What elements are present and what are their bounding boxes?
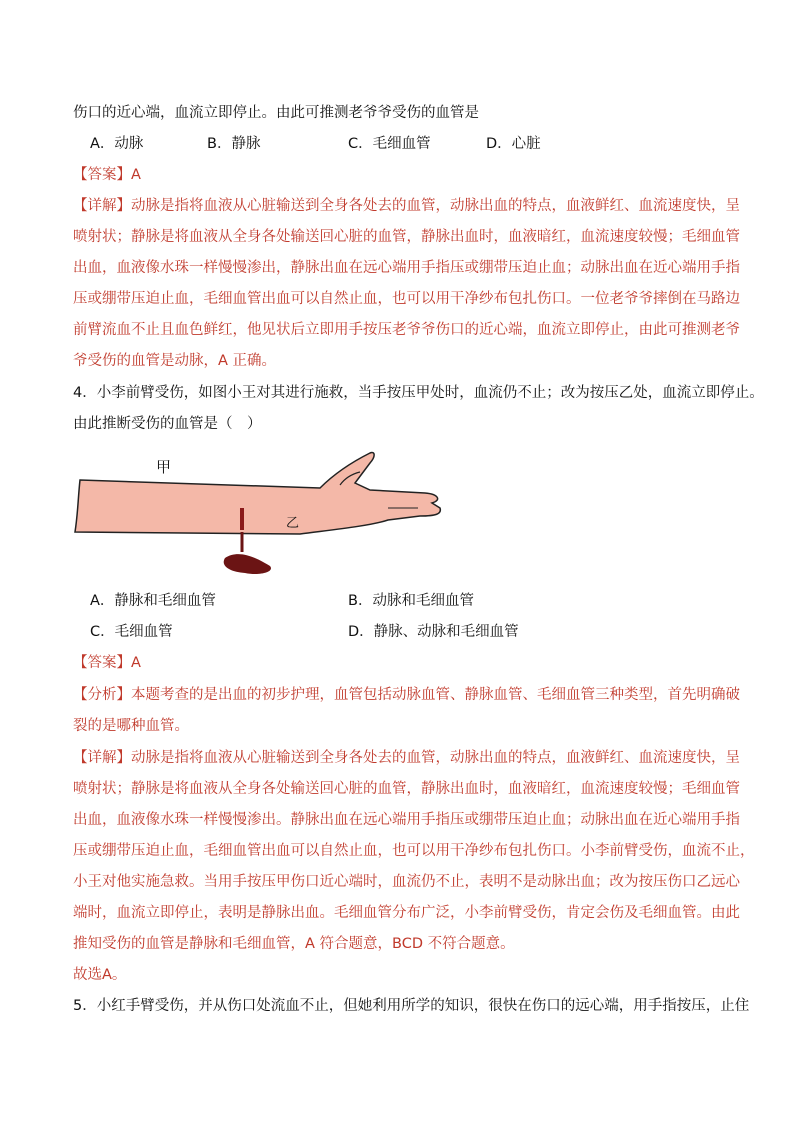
q4-analysis-line-1: 【分析】本题考查的是出血的初步护理，血管包括动脉血管、静脉血管、毛细血管三种类型，首先明确破 [73, 687, 740, 703]
q3-detail-label: 【详解】 [73, 198, 131, 214]
label-yi: 乙 [286, 516, 300, 531]
label-jia: 甲 [156, 458, 172, 476]
q4-stem-line-1: 4．小李前臂受伤，如图小王对其进行施救，当手按压甲处时，血流仍不止；改为按压乙处，血流立即停止。 [73, 385, 764, 401]
arm-figure [70, 448, 450, 583]
q4-detail-line-4: 压或绷带压迫止血，毛细血管出血可以自然止血，也可以用干净纱布包扎伤口。小李前臂受伤，血流不止， [73, 843, 755, 859]
q4-stem-line-2: 由此推断受伤的血管是（ ） [73, 416, 262, 432]
forearm-shape [75, 453, 440, 534]
q4-analysis-line-2: 裂的是哪种血管。 [73, 718, 189, 734]
q4-detail-line-6: 端时，血流立即停止，表明是静脉出血。毛细血管分布广泛，小李前臂受伤，肯定会伤及毛细血管。由此 [73, 905, 740, 921]
q4-conclusion: 故选A。 [73, 967, 127, 983]
q3-option-a: A．动脉 [90, 136, 144, 152]
q3-option-c: C．毛细血管 [348, 136, 431, 152]
q4-detail-label: 【详解】 [73, 750, 131, 766]
q4-option-a: A．静脉和毛细血管 [90, 593, 216, 609]
q3-option-d: D．心脏 [486, 136, 541, 152]
q3-option-b: B．静脉 [207, 136, 261, 152]
q3-detail-line-3: 出血，血液像水珠一样慢慢渗出，静脉出血在远心端用手指压或绷带压迫止血；动脉出血在近心端用手指 [73, 260, 740, 276]
q4-detail-line-7: 推知受伤的血管是静脉和毛细血管，A 符合题意，BCD 不符合题意。 [73, 936, 515, 952]
q3-stem-tail: 伤口的近心端，血流立即停止。由此可推测老爷爷受伤的血管是 [73, 105, 479, 121]
q3-detail-line-5: 前臂流血不止且血色鲜红，他见状后立即用手按压老爷爷伤口的近心端，血流立即停止，由此可推测老爷 [73, 322, 740, 338]
q4-detail-line-5: 小王对他实施急救。当用手按压甲伤口近心端时，血流仍不止，表明不是动脉出血；改为按压伤口乙远心 [73, 874, 740, 890]
q5-stem: 5．小红手臂受伤，并从伤口处流血不止，但她利用所学的知识，很快在伤口的远心端，用手指按压，止住 [73, 998, 750, 1014]
q4-option-d: D．静脉、动脉和毛细血管 [348, 624, 519, 640]
q3-detail-line-1: 【详解】动脉是指将血液从心脏输送到全身各处去的血管，动脉出血的特点，血液鲜红、血流速度快，呈 [73, 198, 740, 214]
q3-answer: 【答案】A [73, 167, 141, 183]
q3-detail-line-2: 喷射状；静脉是将血液从全身各处输送回心脏的血管，静脉出血时，血液暗红，血流速度较慢；毛细血管 [73, 229, 740, 245]
q4-detail-line-2: 喷射状；静脉是将血液从全身各处输送回心脏的血管，静脉出血时，血液暗红，血流速度较慢；毛细血管 [73, 781, 740, 797]
q4-option-b: B．动脉和毛细血管 [348, 593, 474, 609]
q4-answer: 【答案】A [73, 655, 141, 671]
blood-pool [224, 554, 271, 574]
q4-option-c: C．毛细血管 [90, 624, 173, 640]
q4-detail-line-3: 出血，血液像水珠一样慢慢渗出。静脉出血在远心端用手指压或绷带压迫止血；动脉出血在近心端用手指 [73, 812, 740, 828]
q4-detail-line-1: 【详解】动脉是指将血液从心脏输送到全身各处去的血管，动脉出血的特点，血液鲜红、血流速度快，呈 [73, 750, 740, 766]
q3-detail-line-6: 爷受伤的血管是动脉，A 正确。 [73, 353, 277, 369]
q3-detail-line-4: 压或绷带压迫止血，毛细血管出血可以自然止血，也可以用干净纱布包扎伤口。一位老爷爷摔倒在马路边 [73, 291, 740, 307]
q4-analysis-label: 【分析】 [73, 687, 131, 703]
